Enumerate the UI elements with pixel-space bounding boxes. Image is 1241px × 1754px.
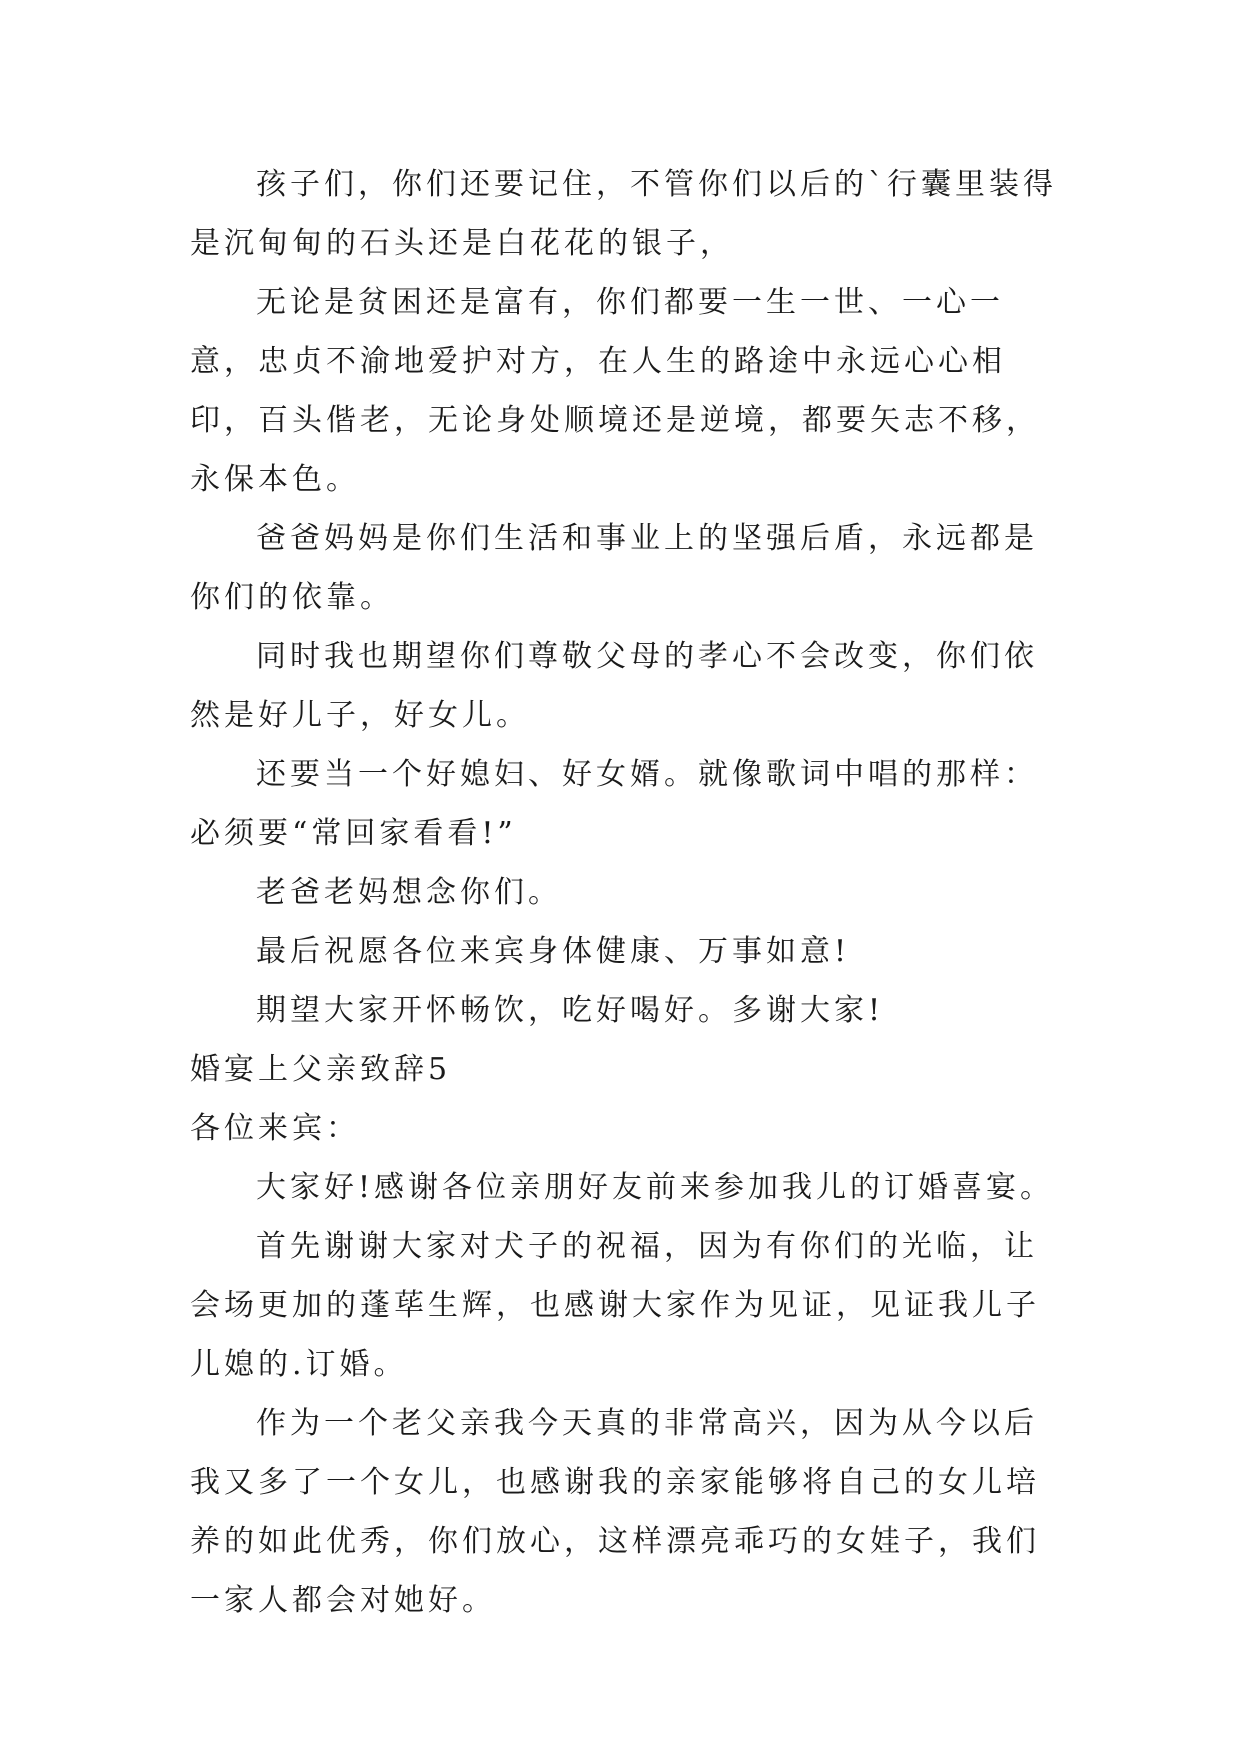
paragraph-thanks-blessing: 首先谢谢大家对犬子的祝福，因为有你们的光临，让会场更加的蓬荜生辉，也感谢大家作为见证，见证我儿子儿媳的.订婚。 — [190, 1229, 1040, 1382]
paragraph-miss-you: 老爸老妈想念你们。 — [256, 875, 562, 910]
paragraph-filial-piety: 同时我也期望你们尊敬父母的孝心不会改变，你们依然是好儿子，好女儿。 — [190, 639, 1038, 733]
paragraph-greeting: 大家好!感谢各位亲朋好友前来参加我儿的订婚喜宴。 — [256, 1170, 1055, 1205]
paragraph-parents-support: 爸爸妈妈是你们生活和事业上的坚强后盾，永远都是你们的依靠。 — [190, 521, 1038, 615]
paragraph-blessing: 最后祝愿各位来宾身体健康、万事如意! — [256, 934, 851, 969]
paragraph-thanks: 期望大家开怀畅饮，吃好喝好。多谢大家! — [256, 993, 885, 1028]
salutation: 各位来宾： — [190, 1111, 360, 1146]
section-heading: 婚宴上父亲致辞5 — [190, 1052, 452, 1087]
paragraph-good-spouse: 还要当一个好媳妇、好女婿。就像歌词中唱的那样：必须要“常回家看看!” — [190, 757, 1038, 851]
paragraph-rich-or-poor: 无论是贫困还是富有，你们都要一生一世、一心一意，忠贞不渝地爱护对方，在人生的路途中永远心心相印，百头偕老，无论身处顺境还是逆境，都要矢志不移，永保本色。 — [190, 285, 1040, 497]
paragraph-father-happy: 作为一个老父亲我今天真的非常高兴，因为从今以后我又多了一个女儿，也感谢我的亲家能够将自己的女儿培养的如此优秀，你们放心，这样漂亮乖巧的女娃子，我们一家人都会对她好。 — [190, 1406, 1040, 1618]
document-body — [190, 155, 1060, 1630]
paragraph-remember: 孩子们，你们还要记住，不管你们以后的`行囊里装得是沉甸甸的石头还是白花花的银子， — [190, 167, 1057, 261]
